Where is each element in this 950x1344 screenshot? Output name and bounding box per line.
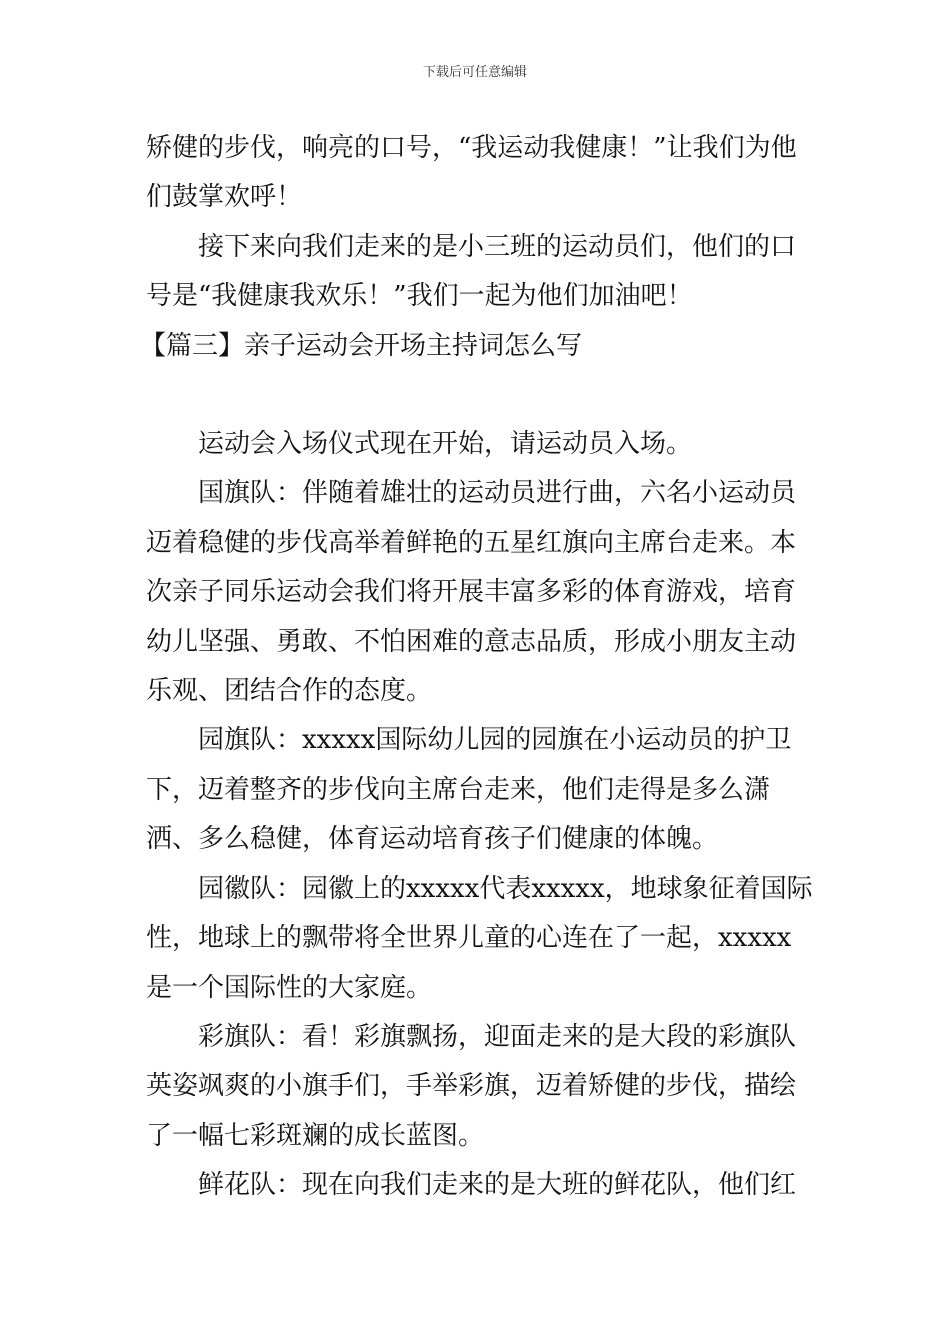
paragraph-ceremony-start: 运动会入场仪式现在开始，请运动员入场。 xyxy=(198,429,693,460)
paragraph-color-flag-team: 彩旗队：看！彩旗飘扬，迎面走来的是大段的彩旗队英姿飒爽的小旗手们，手举彩旗，迈着矫健的步伐，描绘了一幅七彩斑斓的成长蓝图。 xyxy=(146,1021,797,1151)
paragraph-flower-team: 鲜花队：现在向我们走来的是大班的鲜花队，他们红 xyxy=(198,1170,797,1201)
paragraph-class-three: 接下来向我们走来的是小三班的运动员们，他们的口号是“我健康我欢乐！”我们一起为他们加油吧！ xyxy=(146,231,797,312)
section-heading: 【篇三】亲子运动会开场主持词怎么写 xyxy=(140,330,583,361)
paragraph-emblem-team: 园徽队：园徽上的xxxxx代表xxxxx，地球象征着国际性，地球上的飘带将全世界儿童的心连在了一起，xxxxx是一个国际性的大家庭。 xyxy=(146,873,813,1003)
page-header-note: 下载后可任意编辑 xyxy=(422,65,527,80)
blank-line xyxy=(146,371,816,420)
paragraph-continuation-slogan: 矫健的步伐，响亮的口号，“我运动我健康！”让我们为他们鼓掌欢呼！ xyxy=(146,133,797,213)
paragraph-school-flag-team: 园旗队：xxxxx国际幼儿园的园旗在小运动员的护卫下，迈着整齐的步伐向主席台走来，他们走得是多么潇洒、多么稳健，体育运动培育孩子们健康的体魄。 xyxy=(146,725,792,855)
paragraph-national-flag-team: 国旗队：伴随着雄壮的运动员进行曲，六名小运动员迈着稳健的步伐高举着鲜艳的五星红旗向主席台走来。本次亲子同乐运动会我们将开展丰富多彩的体育游戏，培育幼儿坚强、勇敢、不怕困难的意志品质，形成小朋友主动乐观、团结合作的态度。 xyxy=(146,478,797,707)
document-body xyxy=(140,124,816,1211)
